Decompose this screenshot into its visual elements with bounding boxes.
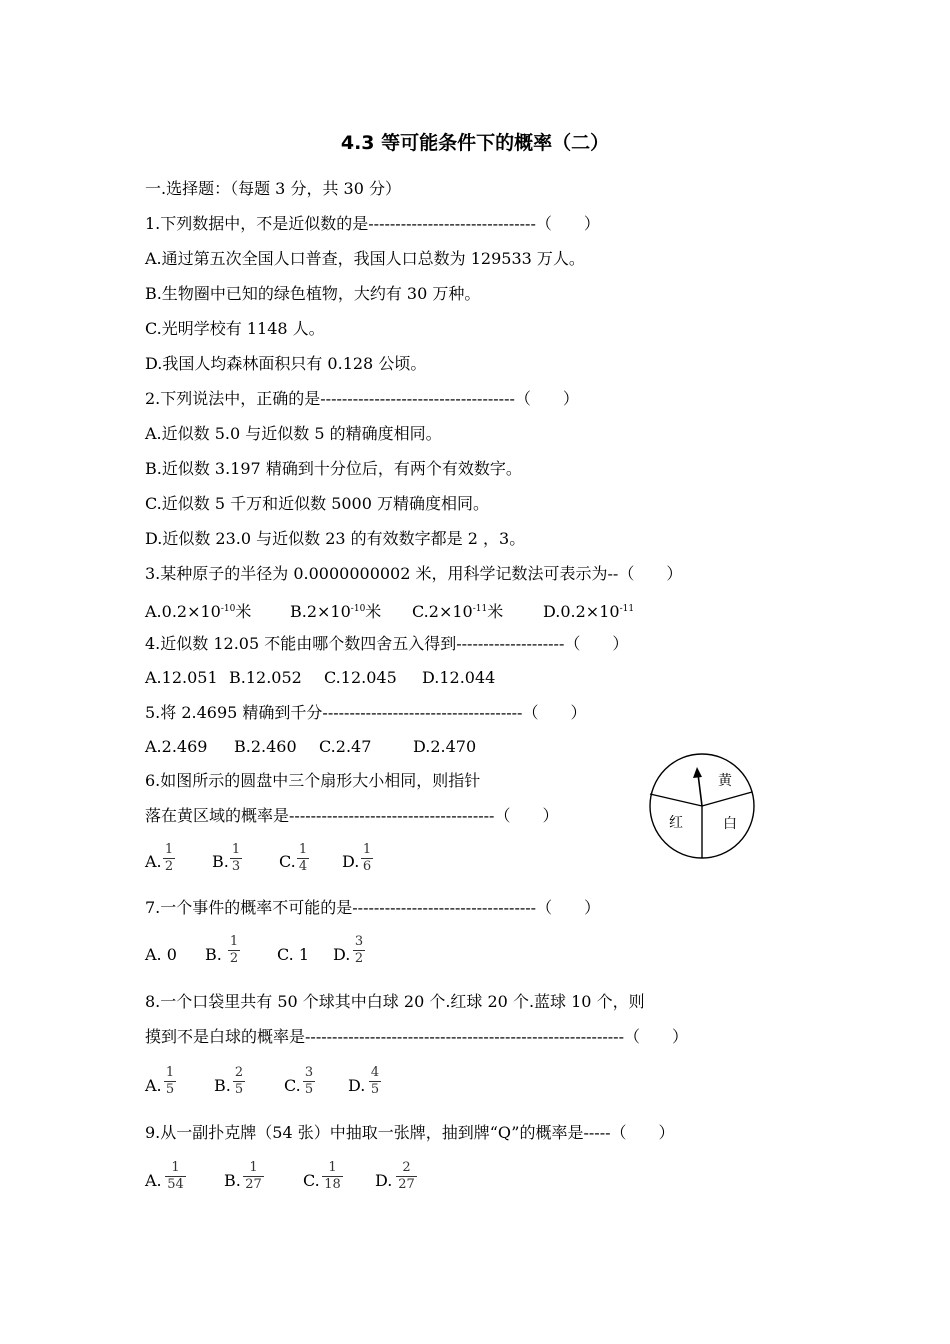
question-3-option-b: $B.2\times 10^{-10}$米 bbox=[290, 602, 382, 621]
question-8-option-c-fraction: 3 5 bbox=[304, 1065, 314, 1097]
question-4-option-d: D.12.044 bbox=[422, 668, 496, 687]
question-4-option-a: A.12.051 bbox=[145, 668, 218, 687]
question-3-option-d: $D.0.2\times 10^{-11}$ bbox=[543, 602, 635, 621]
question-5-stem: 5.将 2.4695 精确到千分-------------------------------------（ ） bbox=[145, 703, 587, 722]
question-2-stem: 2.下列说法中，正确的是------------------------------------（ ） bbox=[145, 389, 579, 408]
question-7-option-b-fraction: 1 2 bbox=[229, 934, 239, 966]
question-6-stem-line-1: 6.如图所示的圆盘中三个扇形大小相同，则指针 bbox=[145, 771, 481, 790]
question-4-option-b: B.12.052 bbox=[229, 668, 302, 687]
question-5-option-b: B.2.460 bbox=[234, 737, 297, 756]
question-7-option-c: C. 1 bbox=[277, 945, 310, 964]
spinner-divider-left bbox=[650, 794, 702, 806]
question-8-stem-line-2: 摸到不是白球的概率是-----------------------------------------------------------（ ） bbox=[145, 1027, 688, 1046]
question-6-option-a-fraction: 1 2 bbox=[164, 842, 174, 874]
question-7-option-d-fraction: 3 2 bbox=[354, 934, 364, 966]
question-8-option-b-label: B. bbox=[214, 1076, 231, 1095]
question-7-option-a: A. 0 bbox=[145, 945, 177, 964]
question-8-option-d-fraction: 4 5 bbox=[370, 1065, 380, 1097]
question-2-option-c: C.近似数 5 千万和近似数 5000 万精确度相同。 bbox=[145, 494, 490, 513]
question-7-stem: 7.一个事件的概率不可能的是----------------------------------（ ） bbox=[145, 898, 601, 917]
question-9-option-d-fraction: 2 27 bbox=[396, 1161, 417, 1192]
question-7-option-d-label: D. bbox=[333, 945, 351, 964]
question-5-option-d: D.2.470 bbox=[413, 737, 477, 756]
question-6-option-c-fraction: 1 4 bbox=[298, 842, 308, 874]
spinner-divider-right bbox=[702, 792, 752, 806]
question-6-option-d-fraction: 1 6 bbox=[362, 842, 372, 874]
question-8-stem-line-1: 8.一个口袋里共有 50 个球其中白球 20 个.红球 20 个.蓝球 10 个，则 bbox=[145, 992, 645, 1011]
question-9-stem: 9.从一副扑克牌（54 张）中抽取一张牌，抽到牌“Q”的概率是-----（ ） bbox=[145, 1123, 675, 1142]
spinner-label-yellow: 黄 bbox=[718, 773, 732, 789]
question-9-option-c-fraction: 1 18 bbox=[322, 1161, 343, 1192]
section-heading: 一.选择题：（每题 3 分，共 30 分） bbox=[145, 179, 401, 198]
question-6-option-c-label: C. bbox=[279, 852, 296, 871]
question-4-stem: 4.近似数 12.05 不能由哪个数四舍五入得到--------------------（ ） bbox=[145, 634, 629, 653]
question-2-option-d: D.近似数 23.0 与近似数 23 的有效数字都是 2 ，3。 bbox=[145, 529, 526, 548]
question-2-option-b: B.近似数 3.197 精确到十分位后，有两个有效数字。 bbox=[145, 459, 522, 478]
spinner-pointer bbox=[698, 774, 702, 806]
question-8-option-b-fraction: 2 5 bbox=[234, 1065, 244, 1097]
question-9-option-a-label: A. bbox=[145, 1171, 162, 1190]
spinner-diagram bbox=[648, 752, 756, 860]
question-8-option-a-label: A. bbox=[145, 1076, 162, 1095]
question-9-option-d-label: D. bbox=[375, 1171, 393, 1190]
question-6-option-b-fraction: 1 3 bbox=[231, 842, 241, 874]
question-7-option-b-label: B. bbox=[205, 945, 222, 964]
question-8-option-c-label: C. bbox=[284, 1076, 301, 1095]
question-8-option-a-fraction: 1 5 bbox=[165, 1065, 175, 1097]
question-1-stem: 1.下列数据中，不是近似数的是-------------------------------（ ） bbox=[145, 214, 600, 233]
question-2-option-a: A.近似数 5.0 与近似数 5 的精确度相同。 bbox=[145, 424, 442, 443]
question-6-option-b-label: B. bbox=[212, 852, 229, 871]
question-1-option-d: D.我国人均森林面积只有 0.128 公顷。 bbox=[145, 354, 427, 373]
question-1-option-a: A.通过第五次全国人口普查，我国人口总数为 129533 万人。 bbox=[145, 249, 585, 268]
question-8-option-d-label: D. bbox=[348, 1076, 366, 1095]
question-3-option-a: $A.0.2\times 10^{-10}$米 bbox=[145, 602, 252, 621]
question-9-option-c-label: C. bbox=[303, 1171, 320, 1190]
question-6-option-d-label: D. bbox=[342, 852, 360, 871]
question-9-option-a-fraction: 1 54 bbox=[165, 1161, 186, 1192]
question-6-option-a-label: A. bbox=[145, 852, 162, 871]
question-6-stem-line-2: 落在黄区域的概率是--------------------------------------（ ） bbox=[145, 806, 559, 825]
question-5-option-c: C.2.47 bbox=[319, 737, 372, 756]
question-1-option-c: C.光明学校有 1148 人。 bbox=[145, 319, 325, 338]
question-1-option-b: B.生物圈中已知的绿色植物，大约有 30 万种。 bbox=[145, 284, 481, 303]
question-4-option-c: C.12.045 bbox=[324, 668, 397, 687]
question-3-stem: 3.某种原子的半径为 0.0000000002 米，用科学记数法可表示为--（ ） bbox=[145, 564, 683, 583]
question-9-option-b-fraction: 1 27 bbox=[243, 1161, 264, 1192]
spinner-label-red: 红 bbox=[669, 815, 683, 831]
question-5-option-a: A.2.469 bbox=[145, 737, 208, 756]
spinner-label-white: 白 bbox=[723, 816, 737, 832]
question-3-option-c: $C.2\times 10^{-11}$米 bbox=[412, 602, 504, 621]
question-9-option-b-label: B. bbox=[224, 1171, 241, 1190]
spinner-pointer-head bbox=[693, 767, 702, 778]
page-title: 4.3 等可能条件下的概率（二） bbox=[340, 132, 610, 154]
